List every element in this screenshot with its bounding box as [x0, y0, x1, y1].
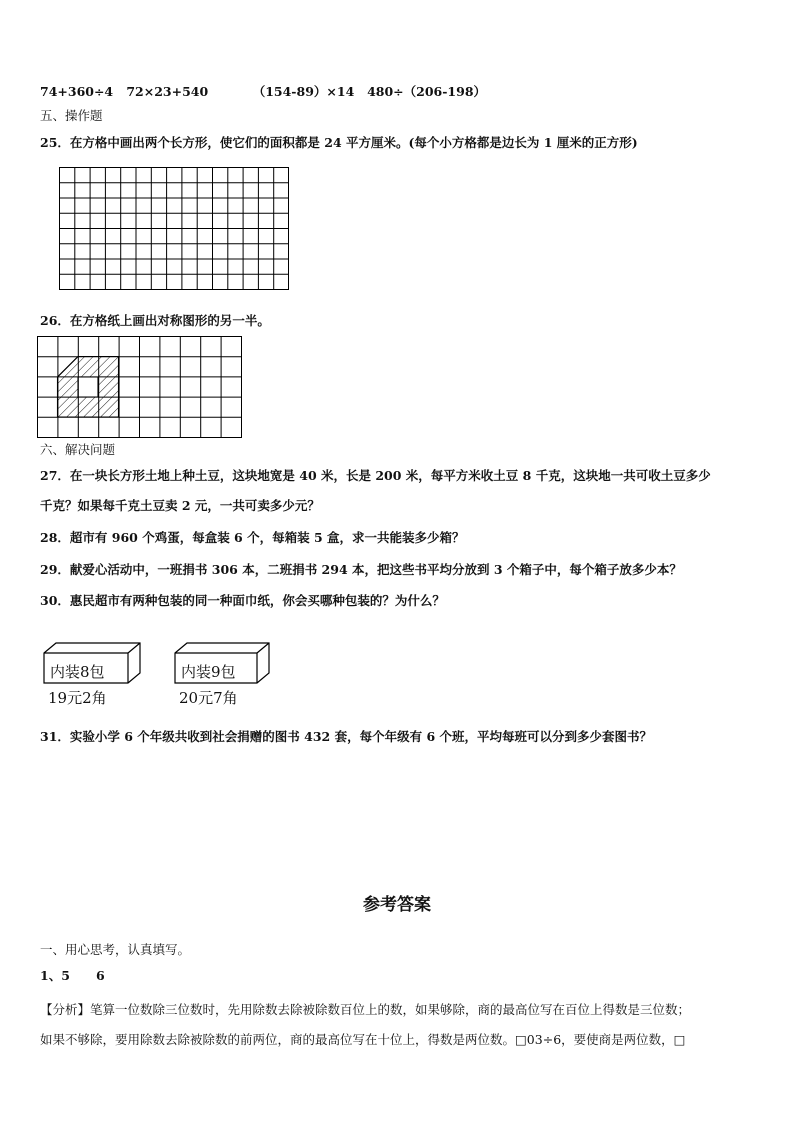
box-1-label: 内装8包 [50, 663, 105, 681]
question-30: 30．惠民超市有两种包装的同一种面巾纸，你会买哪种包装的？为什么？ [40, 593, 445, 608]
box-2-price: 20元7角 [179, 689, 238, 707]
question-31: 31．实验小学 6 个年级共收到社会捐赠的图书 432 套，每个年级有 6 个班，平均每班可以分到多少套图书？ [40, 729, 652, 744]
q25-grid[interactable] [59, 167, 291, 291]
question-27-line1: 27．在一块长方形土地上种土豆，这块地宽是 40 米，长是 200 米，每平方米收土豆 8 千克，这块地一共可收土豆多少 [40, 468, 711, 483]
answer-1: 1、5 6 [40, 968, 105, 983]
question-27-line2: 千克？如果每千克土豆卖 2 元，一共可卖多少元？ [40, 498, 320, 513]
section-heading-5: 五、操作题 [40, 108, 103, 123]
expression-1: 74+360÷4 [40, 84, 114, 99]
question-26: 26．在方格纸上画出对称图形的另一半。 [40, 313, 270, 328]
box-2-label: 内装9包 [181, 663, 236, 681]
expression-row [40, 84, 486, 100]
tissue-box-2 [173, 641, 273, 707]
section-heading-6: 六、解决问题 [40, 442, 116, 457]
expression-4: 480÷（206-198） [367, 84, 487, 99]
question-28: 28．超市有 960 个鸡蛋，每盒装 6 个，每箱装 5 盒，求一共能装多少箱？ [40, 530, 465, 545]
analysis-line-1: 【分析】笔算一位数除三位数时，先用除数去除被除数百位上的数，如果够除，商的最高位写在百位上得数是三位数； [40, 1002, 691, 1017]
question-29: 29．献爱心活动中，一班捐书 306 本，二班捐书 294 本，把这些书平均分放到 3 个箱子中，每个箱子放多少本？ [40, 562, 682, 577]
answers-section-1: 一、用心思考，认真填写。 [40, 942, 191, 957]
box-1-price: 19元2角 [48, 689, 107, 707]
answers-title: 参考答案 [363, 895, 431, 915]
hatched-shape [58, 357, 119, 418]
q26-grid[interactable] [37, 336, 243, 440]
question-25: 25．在方格中画出两个长方形，使它们的面积都是 24 平方厘米。(每个小方格都是边长为 1 厘米的正方形) [40, 135, 638, 150]
analysis-line-2: 如果不够除，要用除数去除被除数的前两位，商的最高位写在十位上，得数是两位数。□03÷6，要使商是两位数，□ [40, 1032, 686, 1047]
expression-3: （154-89）×14 [252, 84, 355, 99]
expression-2: 72×23+540 [126, 84, 209, 99]
tissue-box-1 [42, 641, 142, 707]
